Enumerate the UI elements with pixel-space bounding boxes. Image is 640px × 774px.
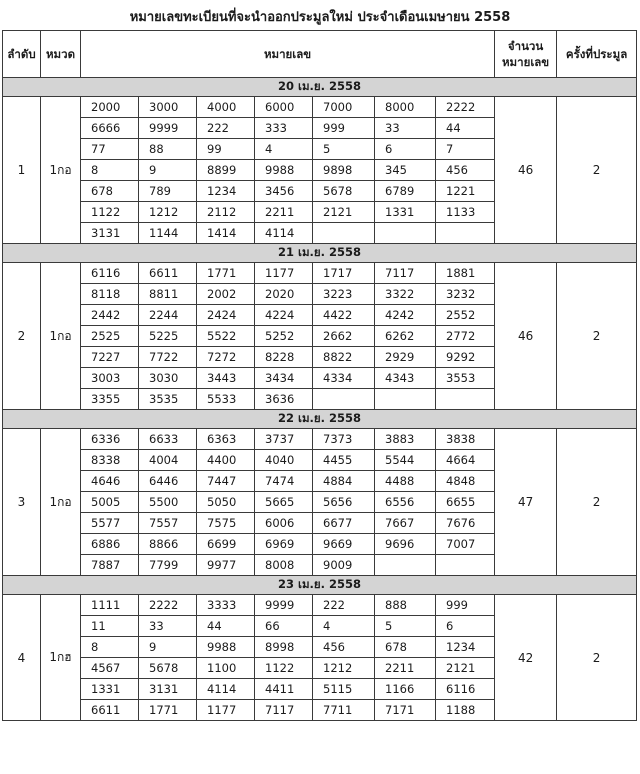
plate-number-cell: 2442 <box>81 305 139 326</box>
plate-number-cell: 345 <box>375 160 436 181</box>
plate-number-cell: 3223 <box>313 284 375 305</box>
plate-number-cell: 1212 <box>139 202 197 223</box>
plate-number-cell: 1122 <box>255 658 313 679</box>
plate-number-cell: 9898 <box>313 160 375 181</box>
plate-number-cell: 3883 <box>375 429 436 450</box>
plate-number-cell: 1414 <box>197 223 255 244</box>
plate-number-cell: 8228 <box>255 347 313 368</box>
header-times: ครั้งที่ประมูล <box>557 31 637 78</box>
plate-number-cell: 9977 <box>197 555 255 576</box>
plate-number-cell: 3636 <box>255 389 313 410</box>
count-cell: 46 <box>495 97 557 244</box>
plate-number-cell: 2525 <box>81 326 139 347</box>
plate-number-cell: 1234 <box>197 181 255 202</box>
plate-number-cell: 6655 <box>436 492 495 513</box>
plate-number-cell: 678 <box>81 181 139 202</box>
plate-number-cell: 1771 <box>197 263 255 284</box>
plate-number-cell: 456 <box>313 637 375 658</box>
plate-number-cell: 1122 <box>81 202 139 223</box>
plate-number-cell: 4411 <box>255 679 313 700</box>
plate-number-cell: 8 <box>81 637 139 658</box>
plate-number-cell <box>313 389 375 410</box>
plate-number-cell: 7557 <box>139 513 197 534</box>
order-cell: 3 <box>3 429 41 576</box>
plate-number-cell: 1177 <box>255 263 313 284</box>
plate-number-cell: 2662 <box>313 326 375 347</box>
plate-number-cell: 7799 <box>139 555 197 576</box>
plate-number-cell: 1881 <box>436 263 495 284</box>
plate-number-cell: 3456 <box>255 181 313 202</box>
plate-number-cell: 3355 <box>81 389 139 410</box>
plate-number-cell: 7676 <box>436 513 495 534</box>
count-cell: 46 <box>495 263 557 410</box>
plate-number-cell: 4422 <box>313 305 375 326</box>
plate-number-cell: 6677 <box>313 513 375 534</box>
date-row <box>3 244 637 263</box>
order-cell: 4 <box>3 595 41 721</box>
plate-number-cell: 5678 <box>139 658 197 679</box>
plate-number-cell: 6000 <box>255 97 313 118</box>
table-row <box>3 595 637 616</box>
plate-number-cell: 8008 <box>255 555 313 576</box>
plate-number-cell: 6446 <box>139 471 197 492</box>
plate-number-cell: 1177 <box>197 700 255 721</box>
plate-number-cell: 7171 <box>375 700 436 721</box>
plate-number-cell: 4242 <box>375 305 436 326</box>
plate-number-cell: 8811 <box>139 284 197 305</box>
plate-number-cell: 5225 <box>139 326 197 347</box>
plate-number-cell: 6789 <box>375 181 436 202</box>
plate-number-cell: 4848 <box>436 471 495 492</box>
plate-number-cell: 88 <box>139 139 197 160</box>
header-count: จำนวนหมายเลข <box>495 31 557 78</box>
table-row <box>3 97 637 118</box>
plate-number-cell: 2424 <box>197 305 255 326</box>
plate-number-cell: 222 <box>313 595 375 616</box>
plate-number-cell: 4455 <box>313 450 375 471</box>
plate-number-cell: 7007 <box>436 534 495 555</box>
plate-number-cell: 5656 <box>313 492 375 513</box>
date-row <box>3 78 637 97</box>
plate-number-cell: 66 <box>255 616 313 637</box>
plate-number-cell: 1133 <box>436 202 495 223</box>
plate-number-cell: 3553 <box>436 368 495 389</box>
plate-number-cell: 5 <box>375 616 436 637</box>
plate-number-cell: 4646 <box>81 471 139 492</box>
plate-number-cell: 3838 <box>436 429 495 450</box>
plate-number-cell: 5 <box>313 139 375 160</box>
plate-number-cell: 888 <box>375 595 436 616</box>
plate-number-cell: 3434 <box>255 368 313 389</box>
plate-number-cell: 6116 <box>436 679 495 700</box>
plate-number-cell: 999 <box>436 595 495 616</box>
plate-number-cell: 2929 <box>375 347 436 368</box>
plate-number-cell: 99 <box>197 139 255 160</box>
plate-number-cell: 1144 <box>139 223 197 244</box>
plate-number-cell: 3443 <box>197 368 255 389</box>
plate-number-cell: 6006 <box>255 513 313 534</box>
plate-number-cell: 1331 <box>375 202 436 223</box>
plate-number-cell: 2112 <box>197 202 255 223</box>
times-cell: 2 <box>557 429 637 576</box>
date-row <box>3 576 637 595</box>
plate-number-cell: 8866 <box>139 534 197 555</box>
plate-number-cell: 6633 <box>139 429 197 450</box>
plate-number-cell <box>436 555 495 576</box>
plate-number-cell: 6969 <box>255 534 313 555</box>
plate-number-cell: 9292 <box>436 347 495 368</box>
plate-number-cell: 77 <box>81 139 139 160</box>
plate-number-cell: 8118 <box>81 284 139 305</box>
plate-number-cell <box>375 389 436 410</box>
plate-number-cell: 4 <box>255 139 313 160</box>
table-row <box>3 263 637 284</box>
plate-number-cell: 4884 <box>313 471 375 492</box>
plate-number-cell: 9669 <box>313 534 375 555</box>
plate-number-cell: 2211 <box>255 202 313 223</box>
header-category: หมวด <box>41 31 81 78</box>
plate-number-cell: 1188 <box>436 700 495 721</box>
plate-number-cell: 9696 <box>375 534 436 555</box>
date-row <box>3 410 637 429</box>
plate-number-cell: 2552 <box>436 305 495 326</box>
times-cell: 2 <box>557 263 637 410</box>
plate-number-cell: 5500 <box>139 492 197 513</box>
plate-number-cell: 7887 <box>81 555 139 576</box>
plate-number-cell: 5050 <box>197 492 255 513</box>
plate-number-cell: 8822 <box>313 347 375 368</box>
plate-number-cell: 6611 <box>81 700 139 721</box>
plate-number-cell: 6262 <box>375 326 436 347</box>
plate-number-cell: 8899 <box>197 160 255 181</box>
plate-number-cell: 2211 <box>375 658 436 679</box>
plate-number-cell: 1717 <box>313 263 375 284</box>
plate-number-cell: 456 <box>436 160 495 181</box>
order-cell: 1 <box>3 97 41 244</box>
plate-number-cell: 4114 <box>197 679 255 700</box>
plate-number-cell: 6336 <box>81 429 139 450</box>
plate-number-cell <box>436 389 495 410</box>
plate-number-cell: 8338 <box>81 450 139 471</box>
plate-number-cell: 6 <box>436 616 495 637</box>
times-cell: 2 <box>557 595 637 721</box>
header-plates: หมายเลข <box>81 31 495 78</box>
plate-number-cell: 8 <box>81 160 139 181</box>
plate-number-cell: 789 <box>139 181 197 202</box>
plate-number-cell: 6611 <box>139 263 197 284</box>
plate-number-cell: 3000 <box>139 97 197 118</box>
plate-number-cell: 9999 <box>255 595 313 616</box>
plate-number-cell: 3535 <box>139 389 197 410</box>
plate-number-cell: 7000 <box>313 97 375 118</box>
date-label: 21 เม.ย. 2558 <box>3 244 637 263</box>
plate-number-cell: 222 <box>197 118 255 139</box>
plate-number-cell: 3131 <box>139 679 197 700</box>
plate-number-cell: 44 <box>436 118 495 139</box>
plate-number-cell <box>313 223 375 244</box>
plate-number-cell: 1166 <box>375 679 436 700</box>
plate-number-cell: 3003 <box>81 368 139 389</box>
plate-number-cell: 1331 <box>81 679 139 700</box>
date-label: 20 เม.ย. 2558 <box>3 78 637 97</box>
plate-number-cell: 5005 <box>81 492 139 513</box>
plate-number-cell: 6556 <box>375 492 436 513</box>
plate-number-cell: 2020 <box>255 284 313 305</box>
plate-number-cell: 9988 <box>255 160 313 181</box>
table-body <box>3 78 637 721</box>
plate-number-cell: 7 <box>436 139 495 160</box>
plate-number-cell: 11 <box>81 616 139 637</box>
plate-auction-table <box>2 30 637 721</box>
plate-number-cell: 4004 <box>139 450 197 471</box>
plate-number-cell: 5115 <box>313 679 375 700</box>
plate-number-cell <box>375 555 436 576</box>
plate-number-cell: 9 <box>139 637 197 658</box>
category-cell: 1กอ <box>41 263 81 410</box>
plate-number-cell: 1111 <box>81 595 139 616</box>
plate-number-cell: 2121 <box>313 202 375 223</box>
plate-number-cell: 4664 <box>436 450 495 471</box>
plate-number-cell: 2222 <box>436 97 495 118</box>
plate-number-cell: 3333 <box>197 595 255 616</box>
plate-number-cell: 5678 <box>313 181 375 202</box>
plate-number-cell: 2244 <box>139 305 197 326</box>
plate-number-cell: 678 <box>375 637 436 658</box>
plate-number-cell <box>375 223 436 244</box>
plate-number-cell: 1212 <box>313 658 375 679</box>
plate-number-cell: 2121 <box>436 658 495 679</box>
plate-number-cell: 9988 <box>197 637 255 658</box>
plate-number-cell: 333 <box>255 118 313 139</box>
plate-number-cell: 4343 <box>375 368 436 389</box>
plate-number-cell: 6116 <box>81 263 139 284</box>
plate-number-cell: 6666 <box>81 118 139 139</box>
plate-number-cell: 4040 <box>255 450 313 471</box>
plate-number-cell: 4334 <box>313 368 375 389</box>
plate-number-cell: 5522 <box>197 326 255 347</box>
plate-number-cell: 2002 <box>197 284 255 305</box>
plate-number-cell: 7117 <box>375 263 436 284</box>
plate-number-cell: 9009 <box>313 555 375 576</box>
plate-number-cell: 3131 <box>81 223 139 244</box>
header-order: ลำดับ <box>3 31 41 78</box>
date-label: 22 เม.ย. 2558 <box>3 410 637 429</box>
plate-number-cell: 3232 <box>436 284 495 305</box>
plate-number-cell: 1221 <box>436 181 495 202</box>
plate-number-cell: 7373 <box>313 429 375 450</box>
plate-number-cell: 7474 <box>255 471 313 492</box>
plate-number-cell: 2000 <box>81 97 139 118</box>
plate-number-cell: 6363 <box>197 429 255 450</box>
plate-number-cell: 6886 <box>81 534 139 555</box>
plate-number-cell: 1234 <box>436 637 495 658</box>
plate-number-cell: 7722 <box>139 347 197 368</box>
plate-number-cell: 3322 <box>375 284 436 305</box>
plate-number-cell: 2222 <box>139 595 197 616</box>
plate-number-cell: 4114 <box>255 223 313 244</box>
times-cell: 2 <box>557 97 637 244</box>
plate-number-cell: 33 <box>139 616 197 637</box>
plate-number-cell: 7447 <box>197 471 255 492</box>
plate-number-cell: 5533 <box>197 389 255 410</box>
plate-number-cell: 9 <box>139 160 197 181</box>
plate-number-cell: 2772 <box>436 326 495 347</box>
order-cell: 2 <box>3 263 41 410</box>
page-title: หมายเลขทะเบียนที่จะนำออกประมูลใหม่ ประจำเดือนเมษายน 2558 <box>129 10 511 25</box>
count-cell: 47 <box>495 429 557 576</box>
plate-number-cell: 4488 <box>375 471 436 492</box>
plate-number-cell: 4567 <box>81 658 139 679</box>
plate-number-cell: 5544 <box>375 450 436 471</box>
plate-number-cell: 999 <box>313 118 375 139</box>
plate-number-cell: 4 <box>313 616 375 637</box>
date-label: 23 เม.ย. 2558 <box>3 576 637 595</box>
table-row <box>3 429 637 450</box>
plate-number-cell: 6699 <box>197 534 255 555</box>
plate-number-cell: 33 <box>375 118 436 139</box>
plate-number-cell: 8998 <box>255 637 313 658</box>
plate-number-cell: 1771 <box>139 700 197 721</box>
plate-number-cell: 44 <box>197 616 255 637</box>
plate-number-cell: 3030 <box>139 368 197 389</box>
plate-number-cell: 7667 <box>375 513 436 534</box>
category-cell: 1กอ <box>41 97 81 244</box>
plate-number-cell: 6 <box>375 139 436 160</box>
plate-number-cell: 5252 <box>255 326 313 347</box>
plate-number-cell: 7117 <box>255 700 313 721</box>
plate-number-cell: 4000 <box>197 97 255 118</box>
category-cell: 1กอ <box>41 429 81 576</box>
category-cell: 1กฮ <box>41 595 81 721</box>
plate-number-cell: 1100 <box>197 658 255 679</box>
plate-number-cell: 5665 <box>255 492 313 513</box>
plate-number-cell: 4400 <box>197 450 255 471</box>
plate-number-cell: 9999 <box>139 118 197 139</box>
plate-number-cell: 7272 <box>197 347 255 368</box>
table-header-row <box>3 31 637 78</box>
plate-number-cell <box>436 223 495 244</box>
plate-number-cell: 5577 <box>81 513 139 534</box>
plate-number-cell: 7711 <box>313 700 375 721</box>
count-cell: 42 <box>495 595 557 721</box>
plate-number-cell: 8000 <box>375 97 436 118</box>
plate-number-cell: 7575 <box>197 513 255 534</box>
plate-number-cell: 7227 <box>81 347 139 368</box>
plate-number-cell: 3737 <box>255 429 313 450</box>
plate-number-cell: 4224 <box>255 305 313 326</box>
